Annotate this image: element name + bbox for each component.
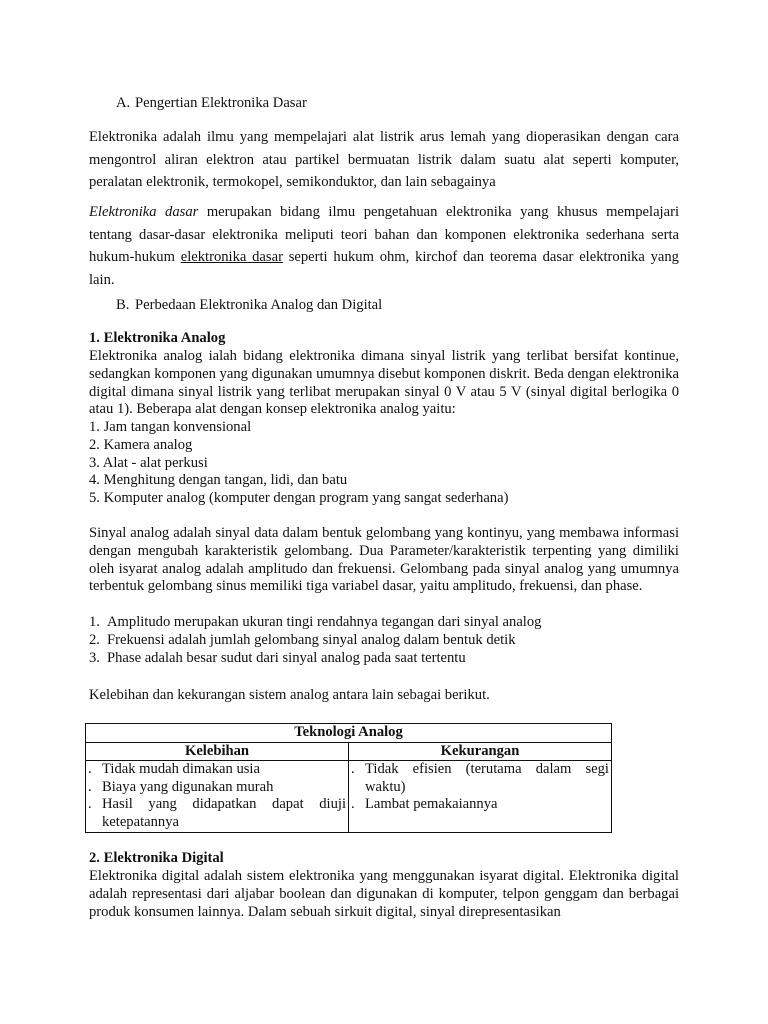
digital-paragraph: Elektronika digital adalah sistem elektronika yang menggunakan isyarat digital. Elektronika digital adalah representasi dari aljabar boolean dan digunakan di komputer, telpon genggam dan berbagai produk konsumen lainnya. Dalam sebuah sirkuit digital, sinyal direpresentasikan (89, 868, 679, 920)
list-item: 2. Frekuensi adalah jumlah gelombang sinyal analog dalam bentuk detik (89, 631, 516, 648)
list-item: 1. Amplitudo merupakan ukuran tingi rendahnya tegangan dari sinyal analog (89, 614, 542, 630)
analog-device-list (89, 419, 679, 508)
list-item: . Hasil yang didapatkan dapat diuji ketepatannya (88, 796, 346, 830)
column-header-kekurangan: Kekurangan (349, 742, 612, 761)
list-item: 2. Kamera analog (89, 436, 193, 453)
list-item: 1. Jam tangan konvensional (89, 419, 252, 435)
list-item: 3. Alat - alat perkusi (89, 454, 208, 471)
analog-paragraph: Elektronika analog ialah bidang elektronika dimana sinyal listrik yang terlibat bersifat kontinue, sedangkan komponen yang digunakan umumnya disebut komponen diskrit. Beda dengan elektronika digital dimana sinyal listrik yang terlibat merupakan sinyal 0 V atau 5 V (sinyal digital berlogika 0 atau 1). Beberapa alat dengan konsep elektronika analog yaitu: (89, 348, 679, 418)
analog-heading: 1. Elektronika Analog (89, 330, 226, 346)
digital-heading: 2. Elektronika Digital (89, 850, 224, 866)
sinyal-analog-paragraph: Sinyal analog adalah sinyal data dalam bentuk gelombang yang kontinyu, yang membawa informasi dengan mengubah karakteristik gelombang. Dua Parameter/karakteristik terpenting yang dimiliki oleh isyarat analog adalah amplitudo dan frekuensi. Gelombang pada sinyal analog yang umumnya terbentuk gelombang sinus memiliki tiga variabel dasar, yaitu amplitudo, frekuensi, dan phase. (89, 525, 679, 595)
table-title: Teknologi Analog (86, 724, 612, 743)
kekurangan-cell (349, 761, 612, 832)
section-a-heading: A. Pengertian Elektronika Dasar (116, 95, 307, 111)
list-item: . Tidak efisien (terutama dalam segi waktu) (351, 761, 609, 795)
kelebihan-intro: Kelebihan dan kekurangan sistem analog antara lain sebagai berikut. (89, 687, 490, 703)
list-item: 3. Phase adalah besar sudut dari sinyal analog pada saat tertentu (89, 649, 466, 666)
paragraph-elektronika-dasar: Elektronika dasar merupakan bidang ilmu pengetahuan elektronika yang khusus mempelajari tentang dasar-dasar elektronika meliputi teori bahan dan komponen elektronika sederhana serta hukum-hukum elektronika dasar seperti hukum ohm, kirchof dan teorema dasar elektronika yang lain. (89, 204, 680, 288)
kelebihan-cell (86, 761, 349, 832)
list-item: 5. Komputer analog (komputer dengan program yang sangat sederhana) (89, 490, 509, 507)
sinyal-parameter-list (89, 614, 679, 667)
paragraph-elektronika: Elektronika adalah ilmu yang mempelajari alat listrik arus lemah yang dioperasikan dengan cara mengontrol aliran elektron atau partikel bermuatan listrik dalam suatu alat seperti komputer, peralatan elektronik, termokopel, semikonduktor, dan lain sebagainya (89, 129, 679, 190)
teknologi-analog-table (85, 723, 612, 833)
list-item: . Lambat pemakaiannya (351, 796, 498, 813)
section-b-heading: B. Perbedaan Elektronika Analog dan Digital (116, 297, 383, 313)
list-item: 4. Menghitung dengan tangan, lidi, dan batu (89, 472, 348, 489)
list-item: . Tidak mudah dimakan usia (88, 761, 260, 778)
column-header-kelebihan: Kelebihan (86, 742, 349, 761)
list-item: . Biaya yang digunakan murah (88, 778, 274, 795)
